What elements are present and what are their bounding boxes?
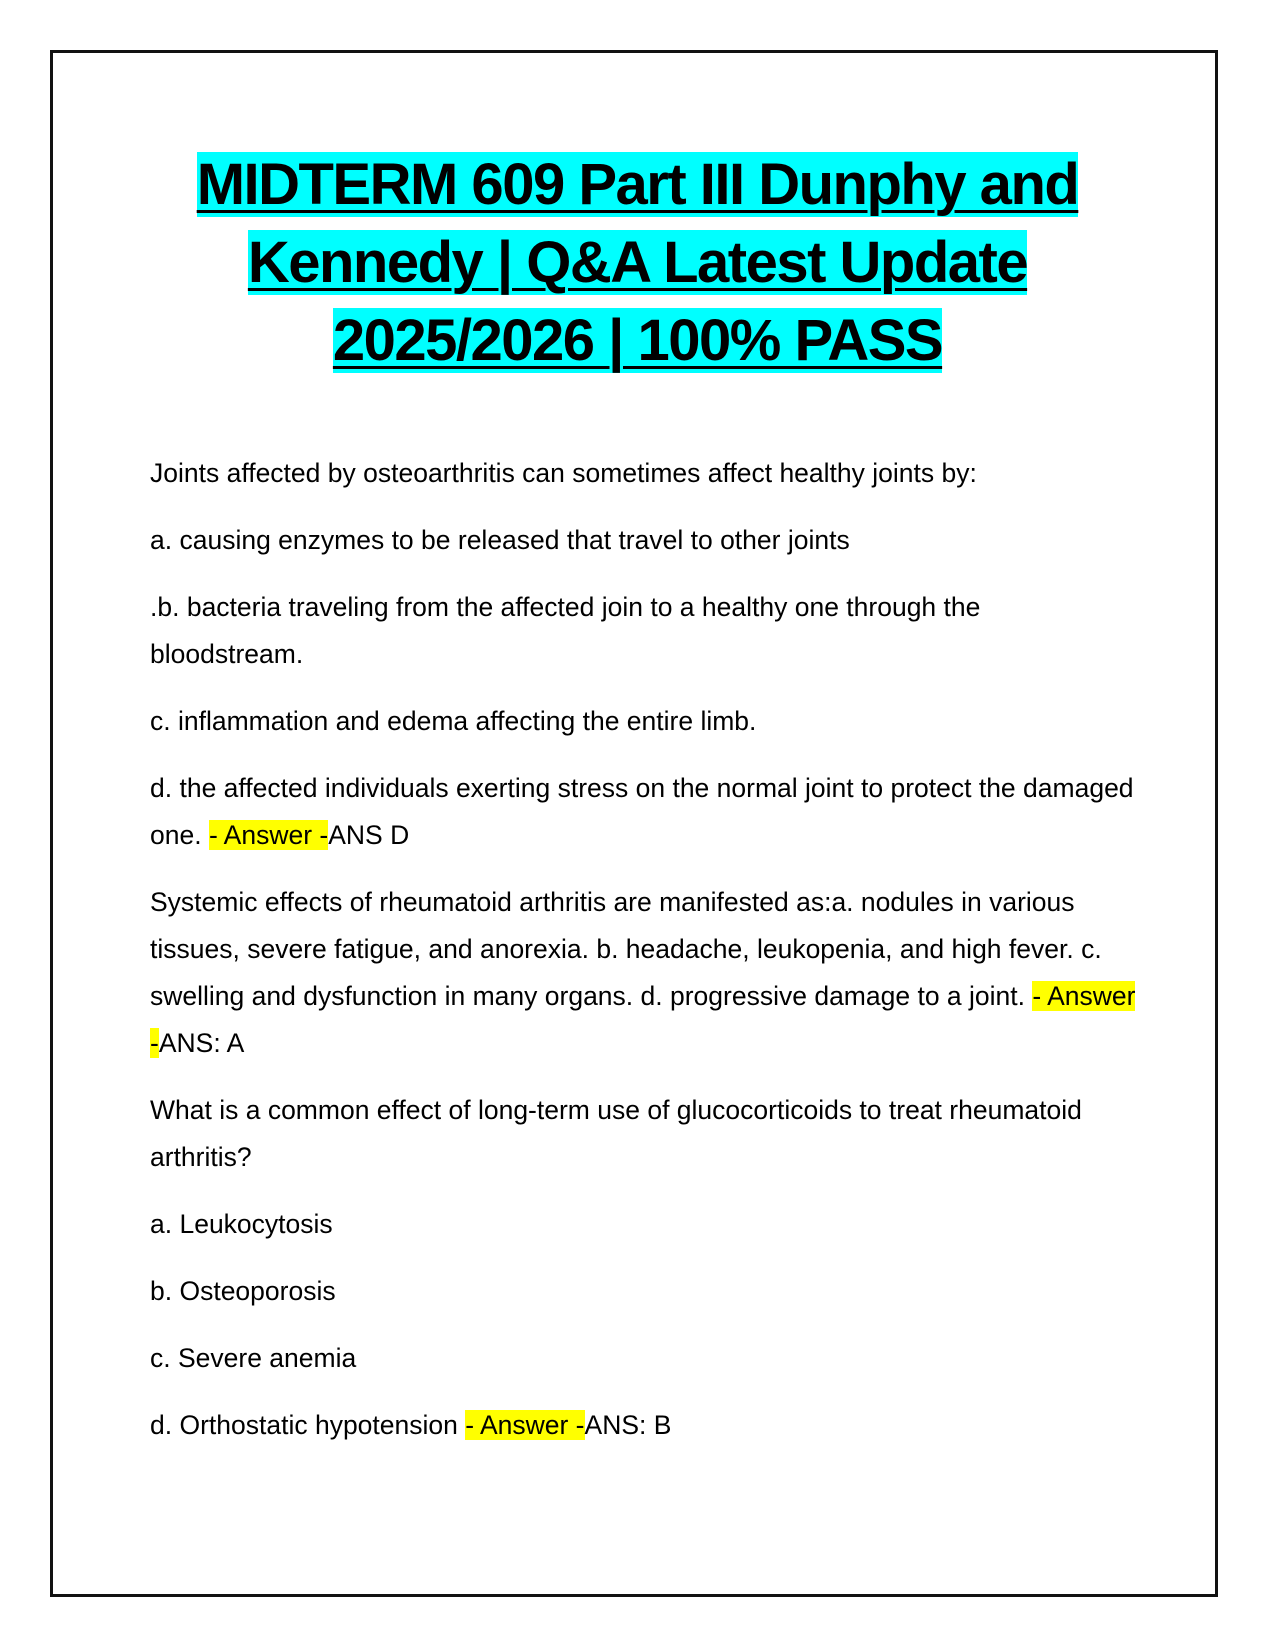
title-line-3: 2025/2026 | 100% PASS bbox=[332, 308, 943, 373]
q3-option-a: a. Leukocytosis bbox=[150, 1209, 333, 1239]
q3-option-c: c. Severe anemia bbox=[150, 1343, 357, 1373]
q1-stem: Joints affected by osteoarthritis can sometimes affect healthy joints by: bbox=[150, 458, 977, 488]
q3-option-d-text: d. Orthostatic hypotension bbox=[150, 1410, 466, 1440]
answer-marker: - Answer - bbox=[150, 981, 1136, 1058]
q3-stem: What is a common effect of long-term use of glucocorticoids to treat rheumatoid arthritis? bbox=[150, 1095, 1082, 1172]
q1-option-d-text: d. the affected individuals exerting stress on the normal joint to protect the damaged one. bbox=[150, 773, 1134, 850]
q1-option-d bbox=[150, 765, 1140, 859]
q2-answer: ANS: A bbox=[158, 1028, 245, 1058]
q1-answer: ANS D bbox=[328, 820, 410, 850]
title-line-2: Kennedy | Q&A Latest Update bbox=[247, 230, 1028, 295]
document-title bbox=[90, 146, 1185, 380]
document-body bbox=[150, 450, 1140, 1469]
q2-stem-text: Systemic effects of rheumatoid arthritis are manifested as:a. nodules in various tissues, severe fatigue, and anorexia. b. headache, leukopenia, and high fever. c. swelling and dysfunction in many organs. d. progressive damage to a joint. bbox=[150, 887, 1102, 1011]
answer-marker: - Answer - bbox=[208, 820, 329, 850]
title-line-1: MIDTERM 609 Part III Dunphy and bbox=[196, 152, 1079, 217]
q2-stem bbox=[150, 879, 1140, 1067]
q3-option-b: b. Osteoporosis bbox=[150, 1276, 336, 1306]
answer-marker: - Answer - bbox=[465, 1410, 585, 1440]
q3-answer: ANS: B bbox=[584, 1410, 672, 1440]
q1-option-b: .b. bacteria traveling from the affected join to a healthy one through the bloodstream. bbox=[150, 592, 981, 669]
q1-option-a: a. causing enzymes to be released that travel to other joints bbox=[150, 525, 850, 555]
q3-option-d bbox=[150, 1402, 1140, 1449]
q1-option-c: c. inflammation and edema affecting the entire limb. bbox=[150, 706, 757, 736]
